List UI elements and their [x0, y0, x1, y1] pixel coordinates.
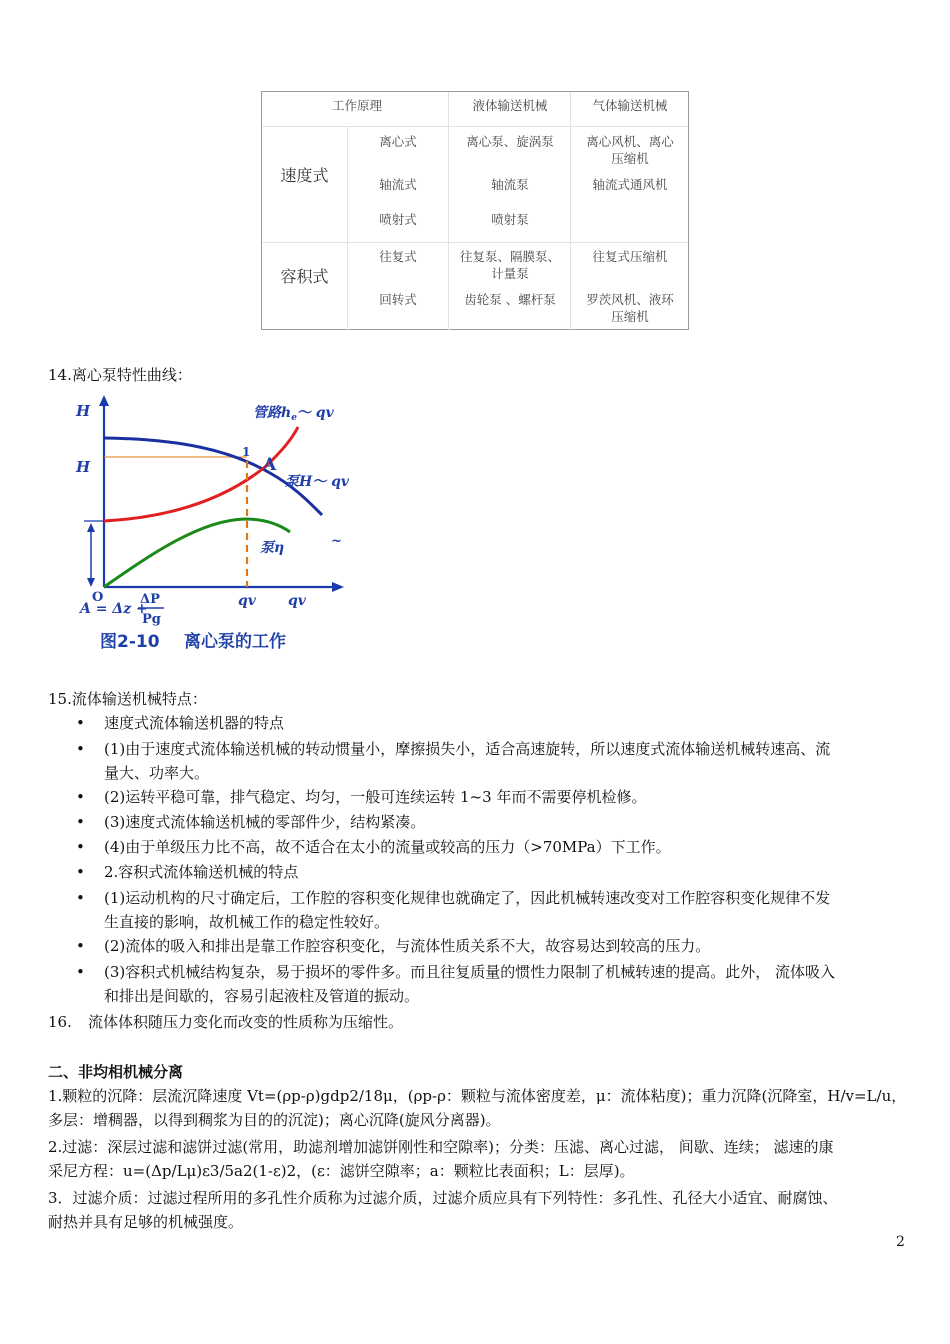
table-cell-gas: 离心风机、离心 [586, 134, 674, 149]
bullet-icon: • [76, 963, 85, 981]
bullet-icon: • [76, 740, 85, 758]
table-cell-liquid: 往复泵、隔膜泵、 [459, 249, 560, 264]
paragraph-line: 2.过滤：深层过滤和滤饼过滤(常用，助滤剂增加滤饼刚性和空隙率)；分类：压滤、离心过滤， 间歇、连续； 滤速的康 [48, 1138, 834, 1156]
page-number: 2 [896, 1234, 905, 1250]
table-cell-liquid: 离心泵、旋涡泵 [466, 134, 554, 149]
arrow-up-icon [87, 523, 95, 532]
bullet-icon: • [76, 813, 85, 831]
x-axis-label: qv [288, 593, 306, 609]
bullet-text: (1)运动机构的尺寸确定后，工作腔的容积变化规律也就确定了，因此机械转速改变对工作腔容积变化规律不发 [104, 889, 831, 907]
table-header-liquid: 液体输送机械 [472, 98, 548, 113]
table-divider [262, 126, 688, 127]
tilde-mark: ~ [331, 534, 342, 549]
pipe-label-sub: e [291, 413, 297, 423]
bullet-text: (1)由于速度式流体输送机械的转动惯量小，摩擦损失小，适合高速旋转，所以速度式流体输送机械转速高、流 [104, 740, 831, 758]
paragraph-line: 1.颗粒的沉降：层流沉降速度 Vt=(ρp-ρ)gdp2/18μ，(ρp-ρ：颗粒与流体密度差，μ：流体粘度)；重力沉降(沉降室，H/v=L/u， [48, 1087, 907, 1105]
table-cell-gas: 往复式压缩机 [592, 249, 668, 264]
pipe-label-tail: ～ qv [296, 405, 334, 421]
table-group-volumetric: 容积式 [280, 267, 329, 286]
pump-curve-figure [70, 395, 370, 660]
table-cell-type: 离心式 [379, 134, 417, 149]
operating-point-label: A [263, 455, 277, 475]
pump-curve-label: 泵H～ qv [285, 474, 350, 490]
table-divider [570, 92, 571, 330]
table-header-gas: 气体输送机械 [592, 98, 668, 113]
bullet-icon: • [76, 838, 85, 856]
table-group-velocity: 速度式 [280, 166, 329, 185]
formula-denominator: Pg [142, 612, 161, 627]
formula-numerator: ΔP [140, 592, 160, 607]
section-15-title: 15.流体输送机械特点： [48, 690, 207, 708]
table-cell-liquid: 计量泵 [491, 266, 529, 281]
section-16-text: 流体体积随压力变化而改变的性质称为压缩性。 [88, 1013, 404, 1031]
table-cell-gas: 压缩机 [611, 309, 649, 324]
paragraph-line: 多层：增稠器，以得到稠浆为目的的沉淀)；离心沉降(旋风分离器)。 [48, 1111, 501, 1129]
table-cell-liquid: 齿轮泵 、螺杆泵 [464, 292, 556, 307]
bullet-text: (2)流体的吸入和排出是靠工作腔容积变化，与流体性质关系不大，故容易达到较高的压力。 [104, 937, 711, 955]
bullet-icon: • [76, 788, 85, 806]
classification-table [261, 91, 689, 330]
y-axis-label: H [76, 402, 91, 420]
bullet-icon: • [76, 714, 85, 732]
pump-curve-svg [70, 395, 370, 660]
section-2-heading: 二、非均相机械分离 [48, 1063, 184, 1081]
bullet-text: (4)由于单级压力比不高，故不适合在太小的流量或较高的压力（>70MPa）下工作。 [104, 838, 671, 856]
section-16-number: 16. [48, 1013, 72, 1031]
bullet-text: 2.容积式流体输送机械的特点 [104, 863, 299, 881]
y-axis-arrow-icon [99, 395, 109, 406]
pipe-curve-label [253, 404, 335, 423]
table-header-principle: 工作原理 [331, 98, 382, 113]
table-cell-gas: 轴流式通风机 [592, 177, 668, 192]
head-label: H [76, 458, 91, 476]
figure-caption-number: 图2-10 [100, 632, 160, 652]
operating-point-number: 1 [242, 445, 251, 459]
table-cell-type: 喷射式 [379, 212, 417, 227]
table-cell-type: 回转式 [379, 292, 417, 307]
bullet-text: 生直接的影响，故机械工作的稳定性较好。 [104, 913, 390, 931]
efficiency-label: 泵η [260, 540, 285, 556]
x-qv-operating: qv [238, 593, 256, 609]
bullet-text: 和排出是间歇的，容易引起液柱及管道的振动。 [104, 987, 420, 1005]
bullet-text: 速度式流体输送机器的特点 [104, 714, 285, 732]
table-divider [262, 242, 688, 243]
table-divider [448, 92, 449, 330]
table-cell-liquid: 喷射泵 [491, 212, 529, 227]
formula-left: A = Δz + [80, 601, 148, 617]
bullet-text: 量大、功率大。 [104, 764, 210, 782]
arrow-down-icon [87, 578, 95, 587]
bullet-icon: • [76, 889, 85, 907]
paragraph-line: 耐热并具有足够的机械强度。 [48, 1213, 244, 1231]
pipe-label-text: 管路h [253, 405, 292, 421]
bullet-icon: • [76, 863, 85, 881]
origin-label: O [92, 590, 104, 605]
bullet-text: (3)速度式流体输送机械的零部件少，结构紧凑。 [104, 813, 426, 831]
table-cell-liquid: 轴流泵 [491, 177, 529, 192]
table-cell-gas: 压缩机 [611, 151, 649, 166]
table-cell-gas: 罗茨风机、液环 [586, 292, 674, 307]
bullet-icon: • [76, 937, 85, 955]
table-cell-type: 往复式 [379, 249, 417, 264]
paragraph-line: 3．过滤介质：过滤过程所用的多孔性介质称为过滤介质，过滤介质应具有下列特性：多孔性、孔径大小适宜、耐腐蚀、 [48, 1189, 838, 1207]
x-axis-arrow-icon [332, 582, 344, 592]
bullet-text: (3)容积式机械结构复杂，易于损坏的零件多。而且往复质量的惯性力限制了机械转速的提高。此外， 流体吸入 [104, 963, 836, 981]
paragraph-line: 采尼方程：u=(Δp/Lμ)ε3/5a2(1-ε)2，(ε：滤饼空隙率；a：颗粒比表面积；L：层厚)。 [48, 1162, 635, 1180]
bullet-text: (2)运转平稳可靠，排气稳定、均匀，一般可连续运转 1~3 年而不需要停机检修。 [104, 788, 647, 806]
figure-caption-text: 离心泵的工作 [184, 632, 286, 652]
section-14-title: 14.离心泵特性曲线： [48, 366, 192, 384]
table-cell-type: 轴流式 [379, 177, 417, 192]
